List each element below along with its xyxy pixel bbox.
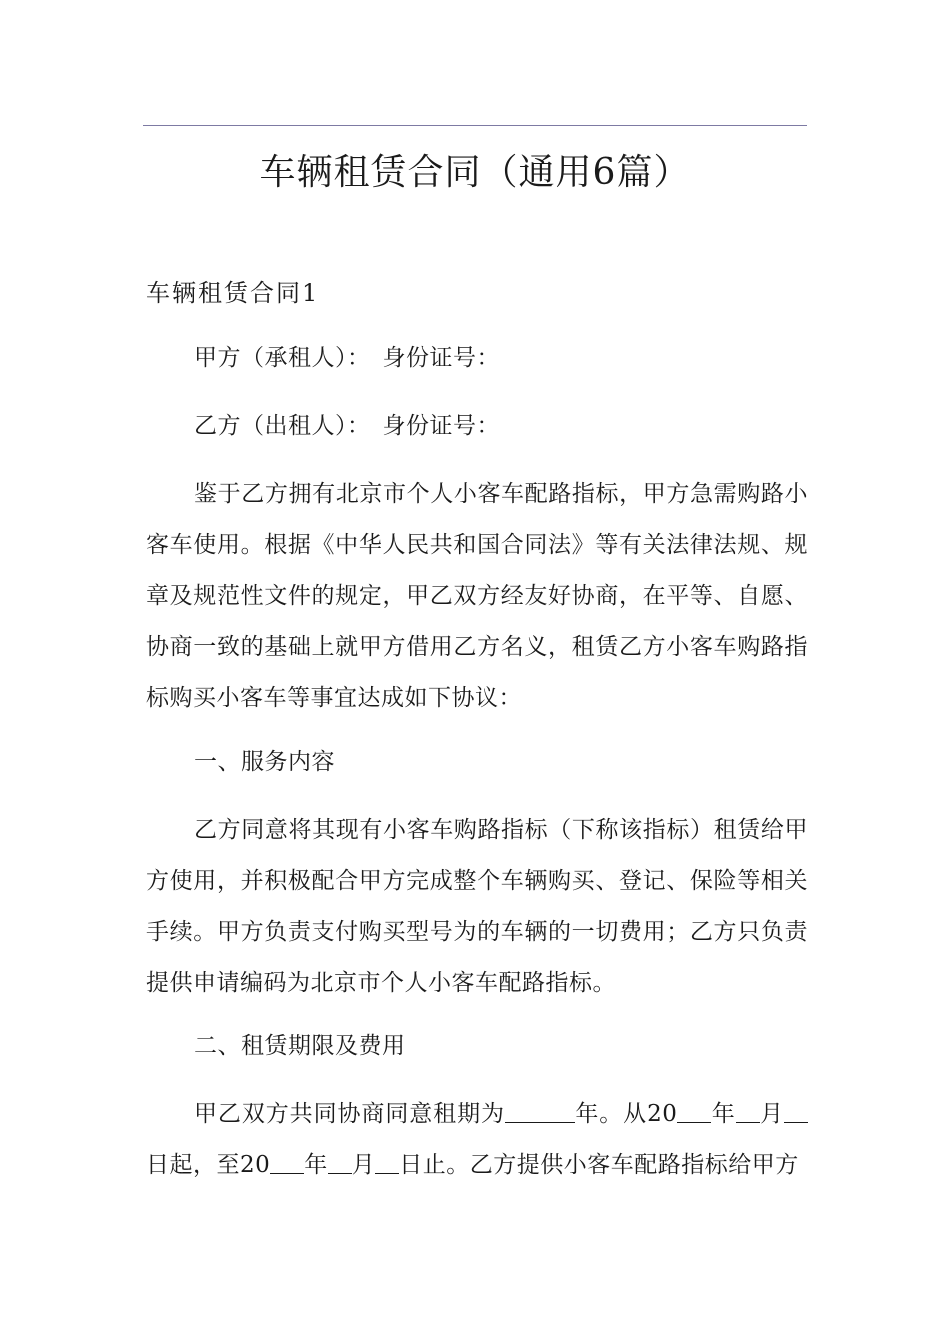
clause-2-text: 日止。乙方提供小客车配路指标给甲方 xyxy=(399,1152,799,1178)
top-rule xyxy=(143,125,807,126)
blank-end-year[interactable] xyxy=(270,1150,304,1174)
preamble-paragraph: 鉴于乙方拥有北京市个人小客车配路指标，甲方急需购路小客车使用。根据《中华人民共和国合同法》等有关法律法规、规章及规范性文件的规定，甲乙双方经友好协商，在平等、自愿、协商一致的基础上就甲方借用乙方名义，租赁乙方小客车购路指标购买小客车等事宜达成如下协议： xyxy=(146,481,808,711)
clause-2-text: 日起，至20 xyxy=(146,1152,271,1178)
party-a-line: 甲方（承租人）： 身份证号： xyxy=(194,345,500,371)
clause-2-text: 年 xyxy=(304,1152,328,1178)
blank-start-day[interactable] xyxy=(784,1099,808,1123)
clause-1-body: 乙方同意将其现有小客车购路指标（下称该指标）租赁给甲方使用，并积极配合甲方完成整个车辆购买、登记、保险等相关手续。甲方负责支付购买型号为的车辆的一切费用；乙方只负责提供申请编码为北京市个人小客车配路指标。 xyxy=(146,817,808,996)
blank-start-month[interactable] xyxy=(736,1099,760,1123)
clause-2-text: 甲乙双方共同协商同意租期为 xyxy=(194,1101,505,1127)
clause-2-text: 年。从20 xyxy=(574,1101,678,1127)
party-b-line: 乙方（出租人）： 身份证号： xyxy=(194,413,500,439)
clause-2-body xyxy=(146,1089,808,1191)
blank-end-day[interactable] xyxy=(375,1150,399,1174)
section-heading: 车辆租赁合同1 xyxy=(146,279,320,307)
blank-end-month[interactable] xyxy=(328,1150,352,1174)
clause-1-heading: 一、服务内容 xyxy=(194,749,335,775)
document-title: 车辆租赁合同（通用6篇） xyxy=(259,152,691,193)
blank-years[interactable] xyxy=(505,1099,575,1123)
clause-2-heading: 二、租赁期限及费用 xyxy=(194,1033,406,1059)
blank-start-year[interactable] xyxy=(677,1099,711,1123)
clause-2-text: 月 xyxy=(759,1101,785,1127)
clause-2-text: 月 xyxy=(351,1152,376,1178)
clause-2-text: 年 xyxy=(711,1101,736,1127)
